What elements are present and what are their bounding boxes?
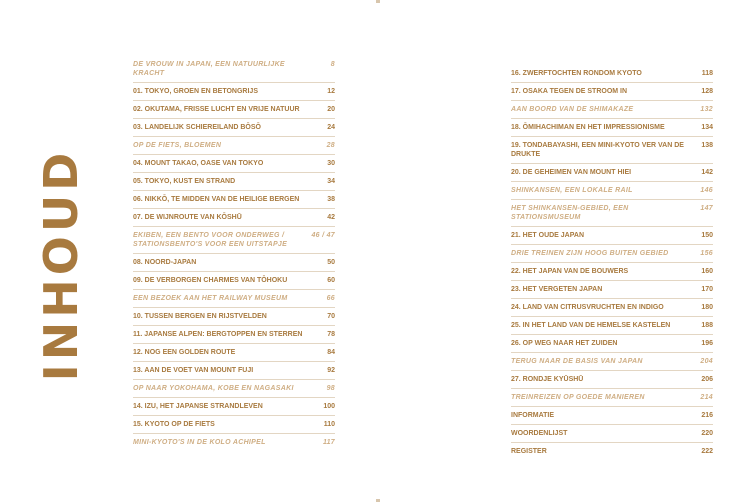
toc-entry-page: 142 bbox=[701, 169, 713, 176]
toc-entry bbox=[511, 100, 713, 118]
toc-left-column bbox=[133, 56, 335, 451]
toc-entry-title: 15. KYOTO OP DE FIETS bbox=[133, 421, 215, 428]
toc-entry-page: 24 bbox=[327, 124, 335, 131]
toc-entry-page: 84 bbox=[327, 349, 335, 356]
toc-entry-page: 216 bbox=[701, 412, 713, 419]
toc-entry-title: 24. LAND VAN CITRUSVRUCHTEN EN INDIGO bbox=[511, 304, 664, 311]
toc-entry bbox=[133, 415, 335, 433]
toc-entry bbox=[133, 433, 335, 451]
toc-entry-title: 14. IZU, HET JAPANSE STRANDLEVEN bbox=[133, 403, 263, 410]
toc-entry-title: 07. DE WIJNROUTE VAN KŌSHŪ bbox=[133, 214, 242, 221]
toc-entry-title: 01. TOKYO, GROEN EN BETONGRIJS bbox=[133, 88, 258, 95]
toc-entry-title: 19. TONDABAYASHI, EEN MINI-KYOTO VER VAN DE DRUKTE bbox=[511, 142, 684, 158]
toc-entry bbox=[133, 100, 335, 118]
top-page-mark bbox=[376, 0, 380, 3]
toc-entry bbox=[511, 424, 713, 442]
toc-entry-title: 12. NOG EEN GOLDEN ROUTE bbox=[133, 349, 236, 356]
toc-entry-page: 150 bbox=[701, 232, 713, 239]
toc-entry-page: 214 bbox=[700, 394, 713, 401]
toc-entry-title: 08. NOORD-JAPAN bbox=[133, 259, 197, 266]
toc-entry-title: HET SHINKANSEN-GEBIED, EEN STATIONSMUSEUM bbox=[511, 205, 629, 221]
toc-entry-page: 204 bbox=[700, 358, 713, 365]
toc-entry-page: 34 bbox=[327, 178, 335, 185]
toc-entry bbox=[511, 226, 713, 244]
toc-entry-page: 12 bbox=[327, 88, 335, 95]
toc-entry bbox=[133, 82, 335, 100]
toc-entry-title: EKIBEN, EEN BENTO VOOR ONDERWEG / STATIONSBENTO'S VOOR EEN UITSTAPJE bbox=[133, 232, 288, 248]
toc-entry bbox=[133, 136, 335, 154]
toc-entry-page: 132 bbox=[700, 106, 713, 113]
toc-entry-page: 38 bbox=[327, 196, 335, 203]
toc-entry-title: 05. TOKYO, KUST EN STRAND bbox=[133, 178, 236, 185]
page-title-text: INHOUD bbox=[34, 148, 88, 382]
toc-entry bbox=[511, 118, 713, 136]
toc-entry-page: 92 bbox=[327, 367, 335, 374]
toc-entry-page: 117 bbox=[322, 439, 335, 446]
toc-entry-page: 70 bbox=[327, 313, 335, 320]
toc-entry bbox=[511, 244, 713, 262]
toc-entry bbox=[511, 334, 713, 352]
toc-entry-page: 118 bbox=[701, 70, 713, 77]
toc-entry bbox=[133, 307, 335, 325]
toc-entry-title: 20. DE GEHEIMEN VAN MOUNT HIEI bbox=[511, 169, 632, 176]
toc-entry-page: 46 / 47 bbox=[311, 232, 335, 239]
toc-right-column bbox=[511, 65, 713, 460]
toc-entry-title: TERUG NAAR DE BASIS VAN JAPAN bbox=[511, 358, 643, 365]
toc-entry-page: 147 bbox=[700, 205, 713, 212]
toc-entry-title: 06. NIKKŌ, TE MIDDEN VAN DE HEILIGE BERGEN bbox=[133, 196, 300, 203]
toc-entry bbox=[511, 316, 713, 334]
toc-entry bbox=[511, 352, 713, 370]
toc-entry bbox=[133, 343, 335, 361]
toc-entry-page: 98 bbox=[326, 385, 335, 392]
toc-entry-title: OP DE FIETS, BLOEMEN bbox=[133, 142, 222, 149]
toc-entry bbox=[511, 298, 713, 316]
toc-entry-title: 09. DE VERBORGEN CHARMES VAN TŌHOKU bbox=[133, 277, 288, 284]
toc-entry bbox=[511, 370, 713, 388]
toc-entry-page: 222 bbox=[701, 448, 713, 455]
toc-entry bbox=[133, 397, 335, 415]
toc-entry bbox=[511, 136, 713, 163]
toc-entry-page: 128 bbox=[701, 88, 713, 95]
toc-entry bbox=[133, 253, 335, 271]
toc-entry-page: 78 bbox=[327, 331, 335, 338]
toc-entry-page: 60 bbox=[327, 277, 335, 284]
toc-entry bbox=[133, 190, 335, 208]
toc-entry bbox=[511, 65, 713, 82]
toc-entry-page: 8 bbox=[330, 61, 335, 68]
toc-entry-title: 10. TUSSEN BERGEN EN RIJSTVELDEN bbox=[133, 313, 267, 320]
toc-entry-title: 27. RONDJE KYŪSHŪ bbox=[511, 376, 584, 383]
toc-entry bbox=[133, 361, 335, 379]
toc-entry-page: 50 bbox=[327, 259, 335, 266]
toc-entry-page: 156 bbox=[700, 250, 713, 257]
toc-entry-title: 03. LANDELIJK SCHIEREILAND BŌSŌ bbox=[133, 124, 261, 131]
toc-entry-title: 11. JAPANSE ALPEN: BERGTOPPEN EN STERREN bbox=[133, 331, 303, 338]
toc-entry bbox=[133, 172, 335, 190]
toc-entry bbox=[133, 154, 335, 172]
toc-entry bbox=[133, 379, 335, 397]
toc-entry bbox=[133, 208, 335, 226]
toc-entry-page: 42 bbox=[327, 214, 335, 221]
toc-entry bbox=[133, 226, 335, 253]
toc-entry bbox=[133, 325, 335, 343]
toc-entry-page: 170 bbox=[701, 286, 713, 293]
toc-entry-title: EEN BEZOEK AAN HET RAILWAY MUSEUM bbox=[133, 295, 288, 302]
toc-entry-page: 30 bbox=[327, 160, 335, 167]
toc-entry-title: 16. ZWERFTOCHTEN RONDOM KYOTO bbox=[511, 70, 642, 77]
toc-entry-title: REGISTER bbox=[511, 448, 547, 455]
toc-entry-page: 66 bbox=[326, 295, 335, 302]
toc-entry-page: 28 bbox=[326, 142, 335, 149]
toc-entry bbox=[511, 406, 713, 424]
toc-entry bbox=[133, 271, 335, 289]
toc-entry bbox=[511, 181, 713, 199]
toc-entry-page: 196 bbox=[701, 340, 713, 347]
toc-entry-title: SHINKANSEN, EEN LOKALE RAIL bbox=[511, 187, 633, 194]
toc-entry-page: 160 bbox=[701, 268, 713, 275]
toc-entry bbox=[511, 442, 713, 460]
toc-entry-page: 146 bbox=[700, 187, 713, 194]
toc-entry-page: 206 bbox=[701, 376, 713, 383]
toc-entry-title: DE VROUW IN JAPAN, EEN NATUURLIJKE KRACHT bbox=[133, 61, 285, 77]
toc-entry-title: OP NAAR YOKOHAMA, KOBE EN NAGASAKI bbox=[133, 385, 294, 392]
toc-entry-title: 17. OSAKA TEGEN DE STROOM IN bbox=[511, 88, 628, 95]
toc-entry-title: 18. ŌMIHACHIMAN EN HET IMPRESSIONISME bbox=[511, 124, 665, 131]
toc-entry-page: 110 bbox=[323, 421, 335, 428]
toc-entry-title: 23. HET VERGETEN JAPAN bbox=[511, 286, 603, 293]
toc-entry-title: 13. AAN DE VOET VAN MOUNT FUJI bbox=[133, 367, 254, 374]
toc-entry-page: 134 bbox=[701, 124, 713, 131]
toc-entry-title: 25. IN HET LAND VAN DE HEMELSE KASTELEN bbox=[511, 322, 671, 329]
toc-entry-page: 20 bbox=[327, 106, 335, 113]
bottom-page-mark bbox=[376, 499, 380, 502]
toc-entry-page: 138 bbox=[701, 142, 713, 149]
page-title bbox=[36, 150, 86, 380]
toc-entry bbox=[511, 163, 713, 181]
toc-entry-title: 26. OP WEG NAAR HET ZUIDEN bbox=[511, 340, 618, 347]
toc-entry-title: 04. MOUNT TAKAO, OASE VAN TOKYO bbox=[133, 160, 264, 167]
toc-entry bbox=[133, 56, 335, 82]
toc-entry-page: 188 bbox=[701, 322, 713, 329]
toc-entry bbox=[511, 388, 713, 406]
toc-entry-page: 100 bbox=[323, 403, 335, 410]
toc-entry-title: TREINREIZEN OP GOEDE MANIEREN bbox=[511, 394, 645, 401]
toc-entry-title: AAN BOORD VAN DE SHIMAKAZE bbox=[511, 106, 634, 113]
toc-entry bbox=[511, 262, 713, 280]
toc-entry bbox=[133, 289, 335, 307]
toc-entry-title: MINI-KYOTO'S IN DE KOLO ACHIPEL bbox=[133, 439, 266, 446]
toc-entry bbox=[511, 82, 713, 100]
toc-entry-page: 180 bbox=[701, 304, 713, 311]
toc-entry-page: 220 bbox=[701, 430, 713, 437]
toc-entry-title: 02. OKUTAMA, FRISSE LUCHT EN VRIJE NATUUR bbox=[133, 106, 300, 113]
toc-entry-title: DRIE TREINEN ZIJN HOOG BUITEN GEBIED bbox=[511, 250, 669, 257]
toc-entry bbox=[133, 118, 335, 136]
toc-entry bbox=[511, 280, 713, 298]
toc-entry-title: 22. HET JAPAN VAN DE BOUWERS bbox=[511, 268, 629, 275]
toc-entry-title: 21. HET OUDE JAPAN bbox=[511, 232, 584, 239]
toc-entry-title: INFORMATIE bbox=[511, 412, 555, 419]
toc-entry-title: WOORDENLIJST bbox=[511, 430, 568, 437]
toc-entry bbox=[511, 199, 713, 226]
